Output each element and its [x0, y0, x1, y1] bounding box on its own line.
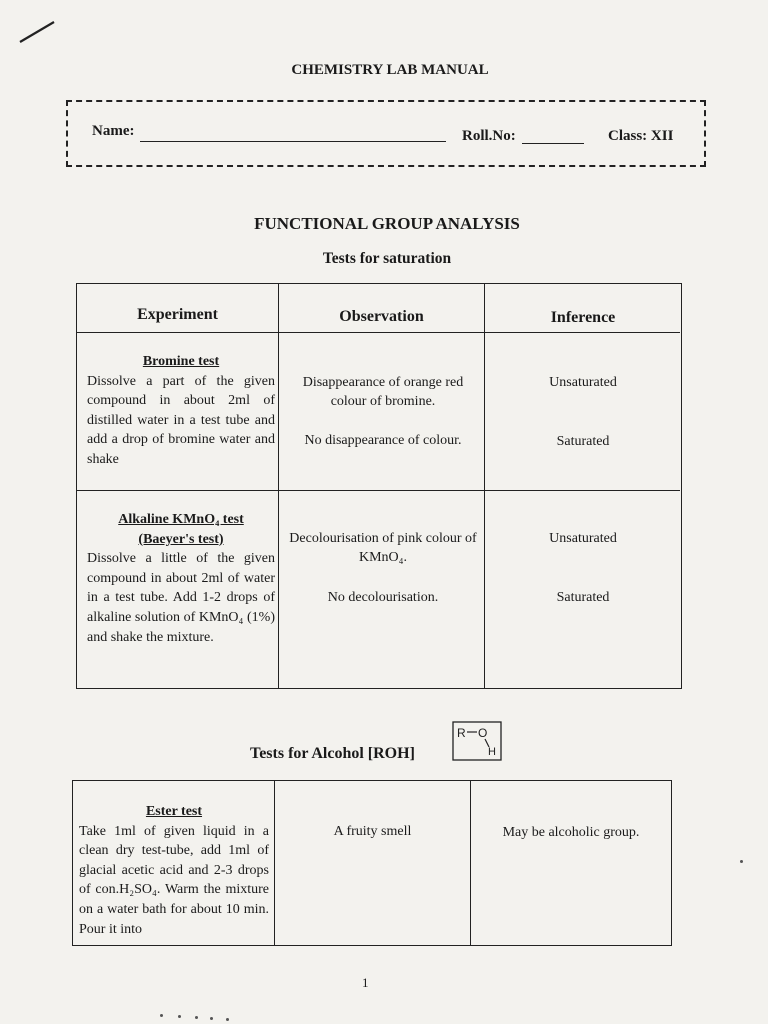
row-divider — [77, 332, 680, 333]
column-divider — [484, 284, 485, 688]
observation-text: Decolourisation of pink colour of KMnO₄. — [289, 531, 477, 565]
inference-text: Unsaturated — [549, 375, 617, 390]
manual-title: CHEMISTRY LAB MANUAL — [291, 62, 489, 78]
scan-speck — [210, 1017, 213, 1020]
experiment-cell — [79, 802, 269, 939]
observation-text: No decolourisation. — [327, 590, 439, 605]
structure-o: O — [478, 726, 488, 740]
test-name: Ester test — [145, 804, 203, 819]
column-divider — [274, 781, 275, 945]
header-experiment: Experiment — [137, 306, 218, 323]
scan-speck — [178, 1015, 181, 1018]
section-title: FUNCTIONAL GROUP ANALYSIS — [254, 214, 520, 233]
procedure-text: Dissolve a part of the given compound in about 2ml of distilled water in a test tube and add a drop of bromine water and shake — [87, 373, 275, 467]
alcohol-table — [72, 780, 672, 946]
section-subtitle: Tests for saturation — [322, 250, 452, 267]
roll-no-field-line[interactable] — [522, 143, 584, 144]
test-name-alt: (Baeyer's test) — [138, 531, 224, 547]
procedure-text: Take 1ml of given liquid in a clean dry test-tube, add 1ml of glacial acetic acid and 2-3 drops of con.H₂SO₄. Warm the mixture on a water bath for about 10 min. Pour it into — [79, 823, 269, 937]
column-divider — [278, 284, 279, 688]
class-label: Class: XII — [608, 128, 674, 144]
inference-text: Unsaturated — [549, 531, 617, 546]
scan-speck — [195, 1016, 198, 1019]
name-label: Name: — [92, 123, 135, 139]
alcohol-section-title: Tests for Alcohol [ROH] — [250, 745, 415, 762]
procedure-text: Dissolve a little of the given compound in about 2ml of water in a test tube. Add 1-2 drops of alkaline solution of KMnO₄ (1%) and shake the mixture. — [87, 551, 275, 645]
test-name: Alkaline KMnO₄ test — [118, 512, 244, 527]
inference-text: Saturated — [556, 590, 610, 605]
experiment-cell — [87, 510, 275, 647]
saturation-table — [76, 283, 682, 689]
alcohol-structure-diagram — [452, 720, 504, 764]
scan-speck — [226, 1018, 229, 1021]
header-observation: Observation — [339, 308, 424, 325]
row-divider — [77, 490, 680, 491]
roll-no-label: Roll.No: — [462, 128, 516, 144]
observation-text: No disappearance of colour. — [304, 433, 462, 448]
inference-text: Saturated — [556, 434, 610, 449]
pen-mark — [18, 18, 58, 46]
test-name: Bromine test — [142, 354, 220, 369]
inference-text: May be alcoholic group. — [502, 825, 640, 840]
observation-text: A fruity smell — [333, 824, 412, 839]
structure-r: R — [457, 726, 466, 740]
page-number: 1 — [362, 975, 369, 990]
scan-speck — [160, 1014, 163, 1017]
experiment-cell — [87, 352, 275, 470]
column-divider — [470, 781, 471, 945]
header-inference: Inference — [550, 309, 616, 326]
observation-text: Disappearance of orange red colour of bromine. — [302, 375, 464, 409]
structure-h: H — [488, 746, 496, 758]
name-field-line[interactable] — [140, 141, 446, 142]
scan-speck — [740, 860, 743, 863]
